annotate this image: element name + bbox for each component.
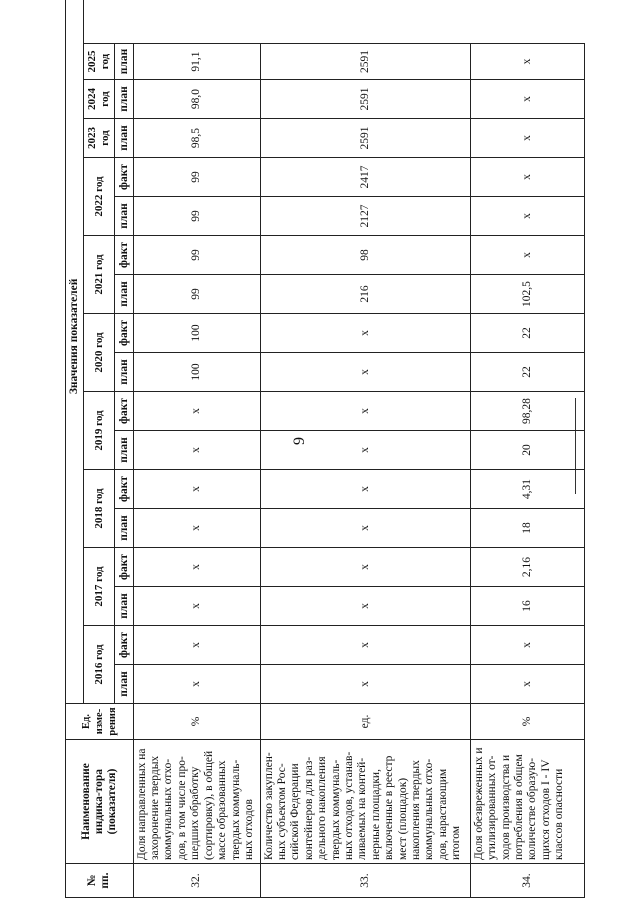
header-plan: план <box>115 44 133 80</box>
value-cell: 102,5 <box>470 275 584 314</box>
value-cell: x <box>470 158 584 197</box>
row-num: 32. <box>133 864 260 898</box>
value-cell: x <box>470 197 584 236</box>
value-cell: 2,16 <box>470 548 584 587</box>
indicators-table <box>65 0 585 898</box>
header-year: 2018 год <box>84 470 115 548</box>
value-cell: x <box>133 470 260 509</box>
row-num: 33. <box>260 864 470 898</box>
header-fact: факт <box>115 470 133 509</box>
header-year: 2016 год <box>84 626 115 704</box>
header-plan: план <box>115 119 133 158</box>
value-cell: x <box>133 665 260 704</box>
table-row <box>470 0 584 898</box>
value-cell: x <box>133 431 260 470</box>
header-plan: план <box>115 275 133 314</box>
value-cell: x <box>260 626 470 665</box>
value-cell: x <box>260 314 470 353</box>
row-unit: % <box>470 704 584 740</box>
header-year: 2019 год <box>84 392 115 470</box>
header-fact: факт <box>115 548 133 587</box>
value-cell: x <box>133 548 260 587</box>
header-year: 2021 год <box>84 236 115 314</box>
header-year: 2020 год <box>84 314 115 392</box>
header-year: 2025 год <box>84 44 115 80</box>
row-name: Доля обезвреженных и утилизированных от-ходов производства и потребления в общем количестве образую-щихся отходов I - IV классов опасности <box>470 740 584 864</box>
value-cell: x <box>260 665 470 704</box>
value-cell: 20 <box>470 431 584 470</box>
row-num: 34. <box>470 864 584 898</box>
value-cell: 91,1 <box>133 44 260 80</box>
value-cell: 18 <box>470 509 584 548</box>
rotated-table-container <box>65 17 585 898</box>
value-cell: 216 <box>260 275 470 314</box>
value-cell: x <box>260 509 470 548</box>
value-cell: 4,31 <box>470 470 584 509</box>
value-cell: 98 <box>260 236 470 275</box>
header-values-title: Значения показателей <box>66 0 84 704</box>
value-cell: 2591 <box>260 119 470 158</box>
header-fact: факт <box>115 236 133 275</box>
header-fact: факт <box>115 392 133 431</box>
header-plan: план <box>115 353 133 392</box>
header-num: № пп. <box>66 864 134 898</box>
value-cell: x <box>470 119 584 158</box>
header-year: 2024 год <box>84 80 115 119</box>
header-plan: план <box>115 431 133 470</box>
row-unit: ед. <box>260 704 470 740</box>
value-cell: 98,0 <box>133 80 260 119</box>
value-cell: 2417 <box>260 158 470 197</box>
value-cell: 16 <box>470 587 584 626</box>
header-name: Наименование индика-тора (показателя) <box>66 740 134 864</box>
value-cell: x <box>470 80 584 119</box>
header-year: 2017 год <box>84 548 115 626</box>
value-cell: 2591 <box>260 44 470 80</box>
value-cell: x <box>470 626 584 665</box>
row-name: Количество закуплен-ных субъектом Рос-сийской Федерации контейнеров для раз-дельного накопления твердых коммуналь-ных отходов, устанав-ливаемых на контей-нерные площадки, включенные в реестр мест (площадок) накопления твердых коммунальных отхо-дов, нарастающим итогом <box>260 740 470 864</box>
value-cell: 100 <box>133 314 260 353</box>
value-cell: x <box>260 431 470 470</box>
header-plan: план <box>115 509 133 548</box>
value-cell: 99 <box>133 236 260 275</box>
value-cell: 22 <box>470 314 584 353</box>
value-cell: 2591 <box>260 80 470 119</box>
value-cell: x <box>260 548 470 587</box>
value-cell: 22 <box>470 353 584 392</box>
value-cell: 99 <box>133 158 260 197</box>
row-name: Доля направленных на захоронение твердых коммунальных отхо-дов, в том числе про-шедших обработку (сортировку), в общей массе образованных твердых коммуналь-ных отходов <box>133 740 260 864</box>
value-cell: 99 <box>133 197 260 236</box>
value-cell: 2127 <box>260 197 470 236</box>
header-year: 2023 год <box>84 119 115 158</box>
value-cell: x <box>470 665 584 704</box>
header-year: 2022 год <box>84 158 115 236</box>
table-row <box>133 0 260 898</box>
value-cell: x <box>133 392 260 431</box>
value-cell: x <box>133 509 260 548</box>
value-cell: 98,5 <box>133 119 260 158</box>
page-number: 9 <box>291 437 308 445</box>
value-cell: 98,28 <box>470 392 584 431</box>
value-cell: x <box>260 353 470 392</box>
header-plan: план <box>115 80 133 119</box>
header-unit: Ед. изме-рения <box>66 704 134 740</box>
value-cell: x <box>260 470 470 509</box>
header-fact: факт <box>115 158 133 197</box>
value-cell: x <box>470 44 584 80</box>
value-cell: 100 <box>133 353 260 392</box>
value-cell: x <box>133 626 260 665</box>
table-row <box>260 0 470 898</box>
value-cell: x <box>260 392 470 431</box>
header-fact: факт <box>115 626 133 665</box>
header-plan: план <box>115 665 133 704</box>
header-fact: факт <box>115 314 133 353</box>
header-plan: план <box>115 587 133 626</box>
value-cell: 99 <box>133 275 260 314</box>
header-plan: план <box>115 197 133 236</box>
value-cell: x <box>133 587 260 626</box>
row-unit: % <box>133 704 260 740</box>
value-cell: x <box>260 587 470 626</box>
value-cell: x <box>470 236 584 275</box>
